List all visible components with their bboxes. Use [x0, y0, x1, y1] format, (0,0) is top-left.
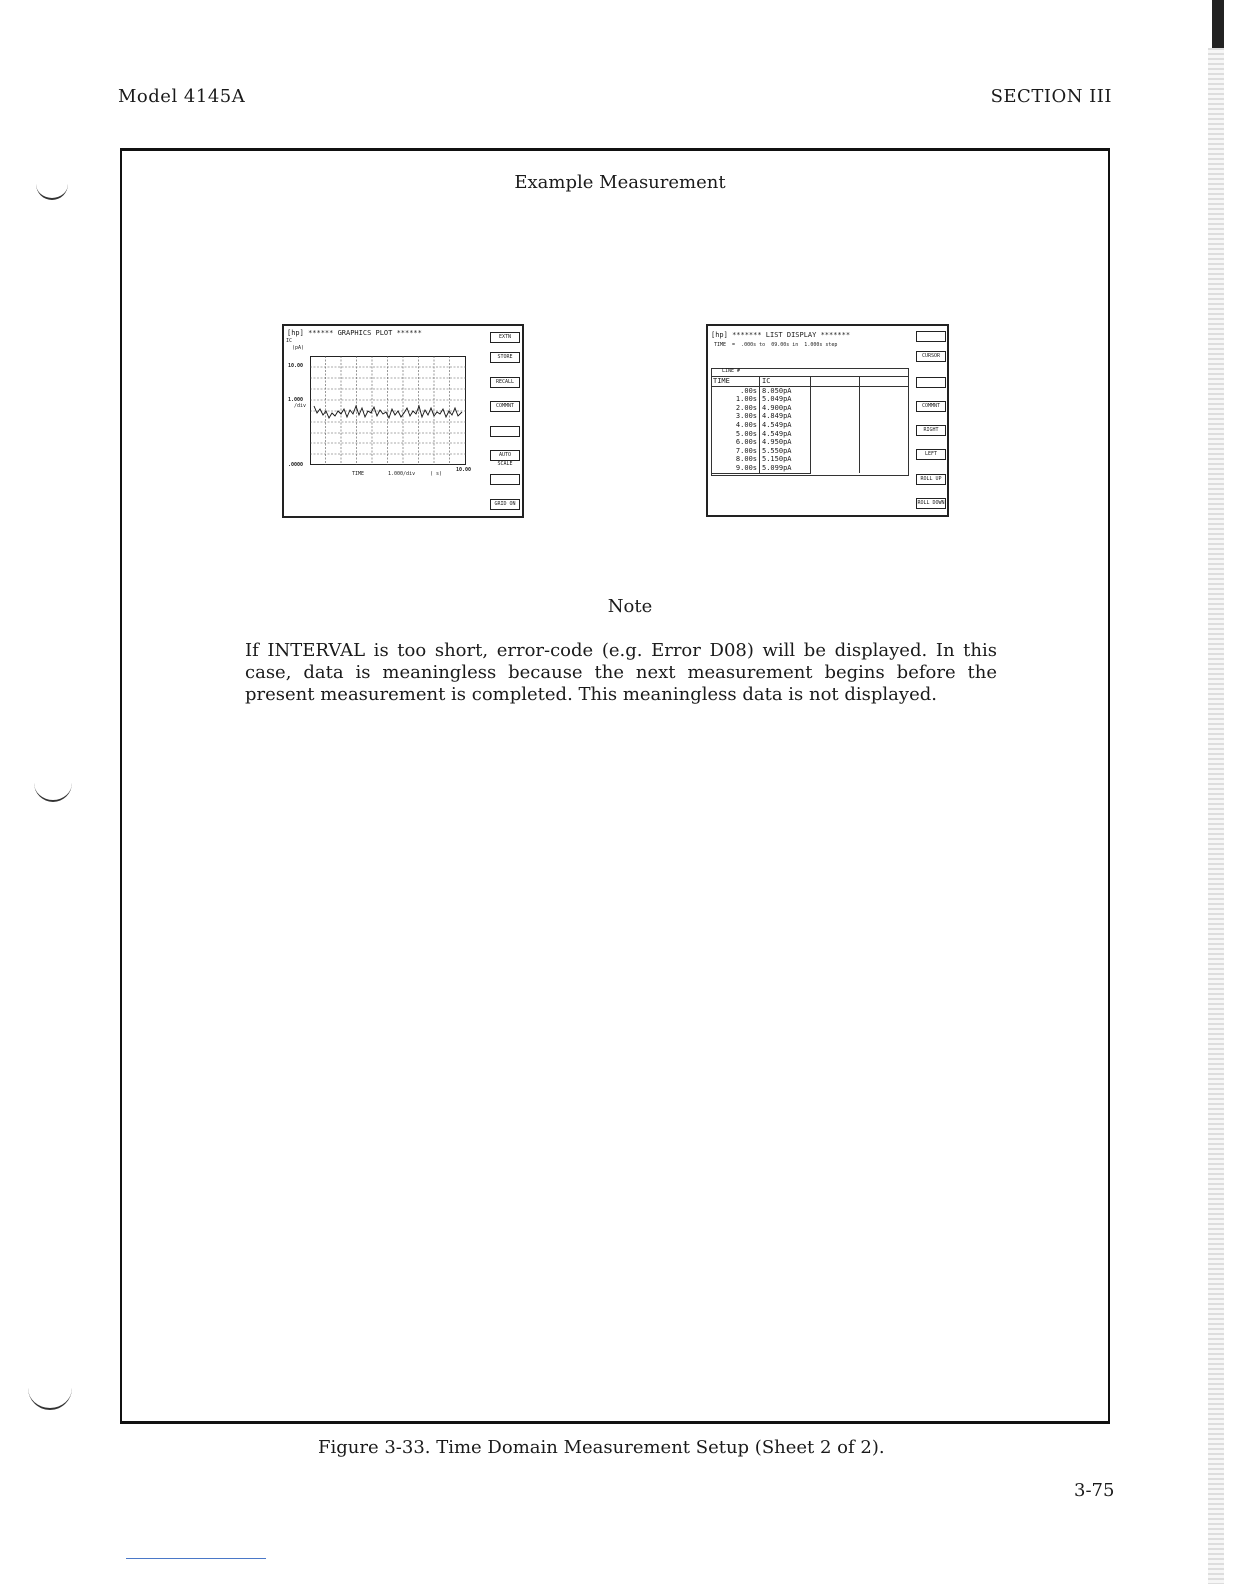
time-cell: 3.00s	[735, 412, 757, 421]
softkey-comment[interactable]: COMMNT	[490, 401, 520, 412]
footer-rule	[126, 1558, 266, 1559]
time-cell: 9.00s	[711, 464, 760, 473]
time-cell: 5.00s	[735, 429, 757, 438]
list-sweep-info: TIME = .000s to 09.00s in 1.000s step	[714, 342, 838, 348]
plot-grid	[310, 356, 468, 468]
ic-cell: 5.150pA	[760, 455, 811, 464]
softkey-roll-up[interactable]: ROLL UP	[916, 474, 946, 485]
time-cell: .00s	[740, 386, 757, 395]
list-display-screen	[706, 324, 949, 517]
softkey-right[interactable]: RIGHT	[916, 425, 946, 436]
time-cell: 6.00s	[735, 438, 757, 447]
y-top-value: 10.00	[288, 363, 304, 369]
header-model: Model 4145A	[118, 86, 246, 107]
header-section: SECTION III	[990, 86, 1112, 107]
graphics-plot-screen	[282, 324, 524, 518]
y-div-unit: /div	[294, 403, 307, 409]
ic-column-header: IC	[760, 377, 811, 387]
ic-cell: 4.900pA	[760, 404, 811, 413]
figure-frame	[120, 148, 1110, 1424]
y-axis-unit: (pA)	[292, 345, 305, 351]
note-paragraph: If INTERVAL is too short, error-code (e.g. Error D08) will be displayed. In this case, data is meaningless because the next measurement begins before the present measurement is completed. This meaningless data is not displayed.	[245, 640, 997, 705]
softkey-auto-scale[interactable]: AUTO SCALE	[490, 450, 520, 461]
list-title: [hp] ******* LIST DISPLAY *******	[711, 331, 851, 339]
ic-cell: 5.550pA	[760, 447, 811, 456]
softkey-cursor[interactable]: CURSOR	[916, 351, 946, 362]
y-bottom-value: .0000	[288, 462, 304, 468]
y-div-value: 1.000	[288, 397, 304, 403]
softkey-grid-on[interactable]: GRID ON	[490, 499, 520, 510]
graphics-title: [hp] ****** GRAPHICS PLOT ******	[287, 329, 422, 337]
ic-cell: 5.099pA	[760, 464, 811, 473]
list-table	[711, 376, 908, 474]
ic-cell: 5.049pA	[760, 395, 811, 404]
note-heading: Note	[607, 596, 653, 617]
table-row	[711, 412, 908, 421]
softkey-blank-2[interactable]	[916, 377, 946, 388]
table-row	[711, 430, 908, 439]
softkey-left[interactable]: LEFT	[916, 449, 946, 460]
time-cell: 2.00s	[735, 403, 757, 412]
x-end-value: 10.00	[456, 467, 472, 473]
table-row	[711, 447, 908, 456]
table-row	[711, 455, 908, 464]
softkey-extn[interactable]: EXTN	[490, 332, 520, 343]
softkey-blank-1[interactable]	[916, 331, 946, 342]
time-cell: 1.00s	[735, 395, 757, 404]
ic-cell: 8.050pA	[760, 386, 811, 395]
binding-hole-mark	[28, 1384, 72, 1410]
page-number: 3-75	[1074, 1480, 1115, 1501]
softkey-roll-down[interactable]: ROLL DOWN	[916, 498, 946, 509]
table-row	[711, 421, 908, 430]
table-row	[711, 464, 908, 473]
ic-cell: 4.950pA	[760, 438, 811, 447]
x-axis-label: TIME	[352, 471, 365, 477]
ic-cell: 4.849pA	[760, 412, 811, 421]
ic-cell: 4.549pA	[760, 430, 811, 439]
softkey-recall[interactable]: RECALL	[490, 377, 520, 388]
scan-edge-bar	[1212, 0, 1224, 48]
table-row	[711, 395, 908, 404]
empty-column-header	[860, 377, 909, 387]
time-column-header: TIME	[711, 377, 760, 387]
softkey-comment[interactable]: COMMNT	[916, 401, 946, 412]
time-cell: 8.00s	[735, 455, 757, 464]
time-cell: 7.00s	[735, 446, 757, 455]
x-div-value: 1.000/div	[388, 471, 416, 477]
table-row	[711, 438, 908, 447]
x-axis-unit: ( s)	[430, 471, 443, 477]
ic-cell: 4.549pA	[760, 421, 811, 430]
softkey-blank-1[interactable]	[490, 426, 520, 437]
binding-hole-mark	[34, 774, 72, 802]
empty-column-header	[811, 377, 860, 387]
softkey-blank-2[interactable]	[490, 474, 520, 485]
scan-edge-noise	[1208, 48, 1224, 1584]
softkey-store[interactable]: STORE	[490, 352, 520, 363]
figure-title: Example Measurement	[514, 172, 726, 193]
table-row	[711, 386, 908, 395]
time-cell: 4.00s	[735, 420, 757, 429]
y-axis-label: IC	[286, 338, 293, 344]
table-header-row	[711, 377, 908, 387]
figure-caption: Figure 3-33. Time Domain Measurement Setup (Sheet 2 of 2).	[318, 1437, 885, 1458]
line-number-header: LINE #	[722, 368, 741, 374]
table-row	[711, 404, 908, 413]
